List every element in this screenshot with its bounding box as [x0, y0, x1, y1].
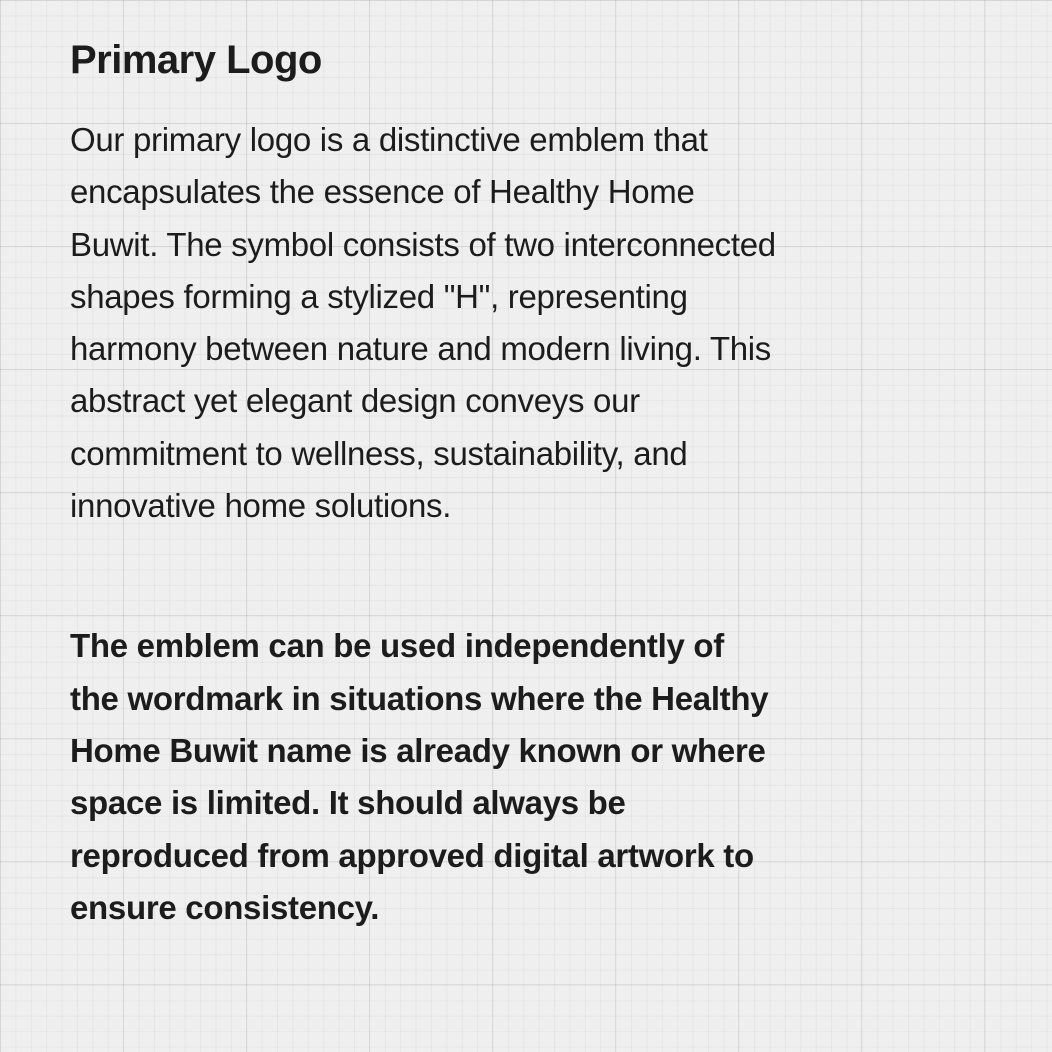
section-title: Primary Logo [70, 38, 322, 82]
primary-logo-section [70, 34, 780, 934]
emblem-usage-note: The emblem can be used independently of the wordmark in situations where the Healthy Home Buwit name is already known or where space is limited. It should always be reproduced from approved digital artwork to ensure consistency. [70, 627, 769, 926]
logo-description: Our primary logo is a distinctive emblem that encapsulates the essence of Healthy Home Buwit. The symbol consists of two interconnected shapes forming a stylized "H", representing harmony between nature and modern living. This abstract yet elegant design conveys our commitment to wellness, sustainability, and innovative home solutions. [70, 121, 776, 525]
